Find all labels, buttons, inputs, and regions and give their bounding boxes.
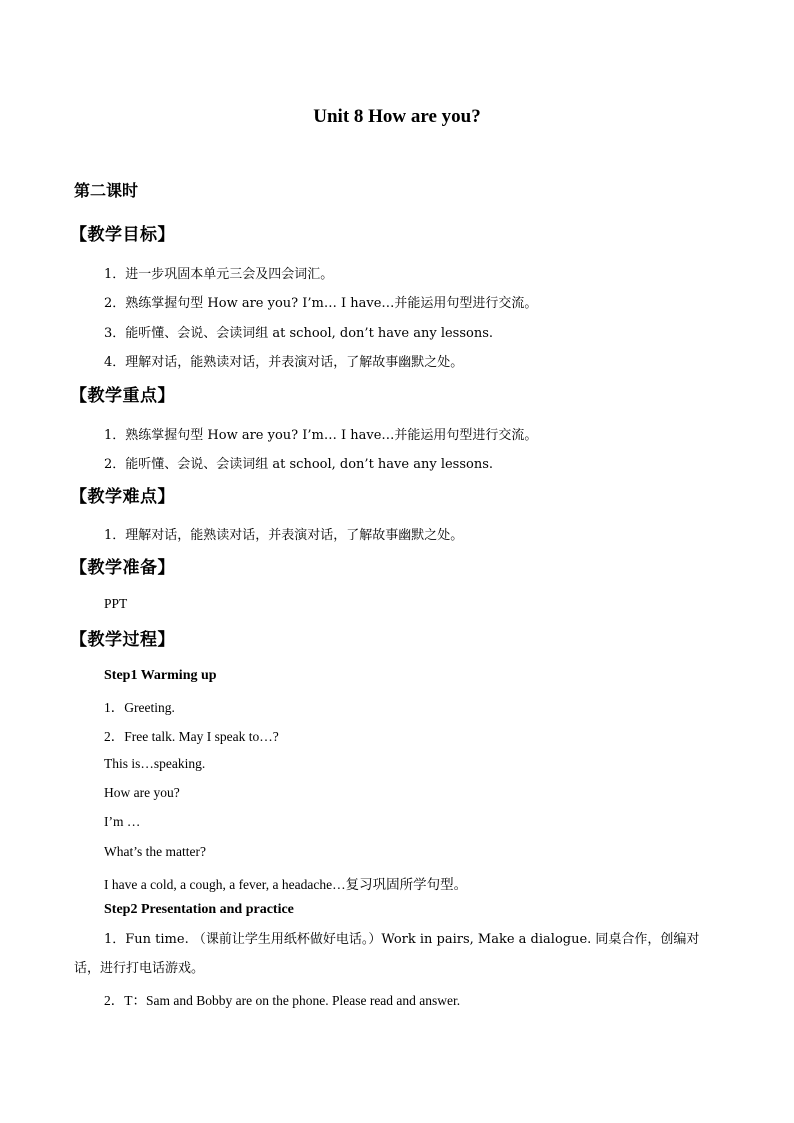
step1-title: Step1 Warming up (104, 668, 217, 683)
step1-line-6: What’s the matter? (104, 844, 206, 859)
objective-item-1: 1．进一步巩固本单元三会及四会词汇。 (104, 267, 334, 282)
step1-line-5: I’m … (104, 814, 141, 829)
section-heading-difficulties: 【教学难点】 (70, 487, 175, 507)
preparation-item-1: PPT (104, 596, 128, 611)
section-heading-preparation: 【教学准备】 (70, 558, 175, 578)
section-heading-key-points: 【教学重点】 (70, 386, 175, 406)
lesson-label: 第二课时 (74, 181, 139, 200)
page-title: Unit 8 How are you? (313, 106, 481, 127)
step1-line-3: This is…speaking. (104, 756, 206, 771)
objective-item-4: 4．理解对话，能熟读对话，并表演对话，了解故事幽默之处。 (104, 355, 464, 370)
step1-line-1: 1．Greeting. (104, 700, 175, 715)
step2-title: Step2 Presentation and practice (104, 902, 294, 917)
objective-item-3: 3．能听懂、会说、会读词组 at school, don’t have any lessons. (104, 326, 494, 341)
step1-line-4: How are you? (104, 785, 180, 800)
objective-item-2: 2．熟练掌握句型 How are you? I’m… I have…并能运用句型进行交流。 (104, 296, 538, 311)
section-heading-process: 【教学过程】 (70, 630, 175, 650)
step1-line-7: I have a cold, a cough, a fever, a headache…复习巩固所学句型。 (104, 877, 468, 892)
difficulty-item-1: 1．理解对话，能熟读对话，并表演对话，了解故事幽默之处。 (104, 528, 464, 543)
step2-paragraph-1: 1．Fun time. （课前让学生用纸杯做好电话。）Work in pairs, Make a dialogue. 同桌合作，创编对话，进行打电话游戏。 (74, 932, 700, 976)
key-point-item-2: 2．能听懂、会说、会读词组 at school, don’t have any lessons. (104, 457, 494, 472)
key-point-item-1: 1．熟练掌握句型 How are you? I’m… I have…并能运用句型进行交流。 (104, 428, 538, 443)
section-heading-objectives: 【教学目标】 (70, 225, 175, 245)
step2-line-2: 2．T：Sam and Bobby are on the phone. Please read and answer. (104, 993, 461, 1008)
step1-line-2: 2．Free talk. May I speak to…? (104, 729, 279, 744)
